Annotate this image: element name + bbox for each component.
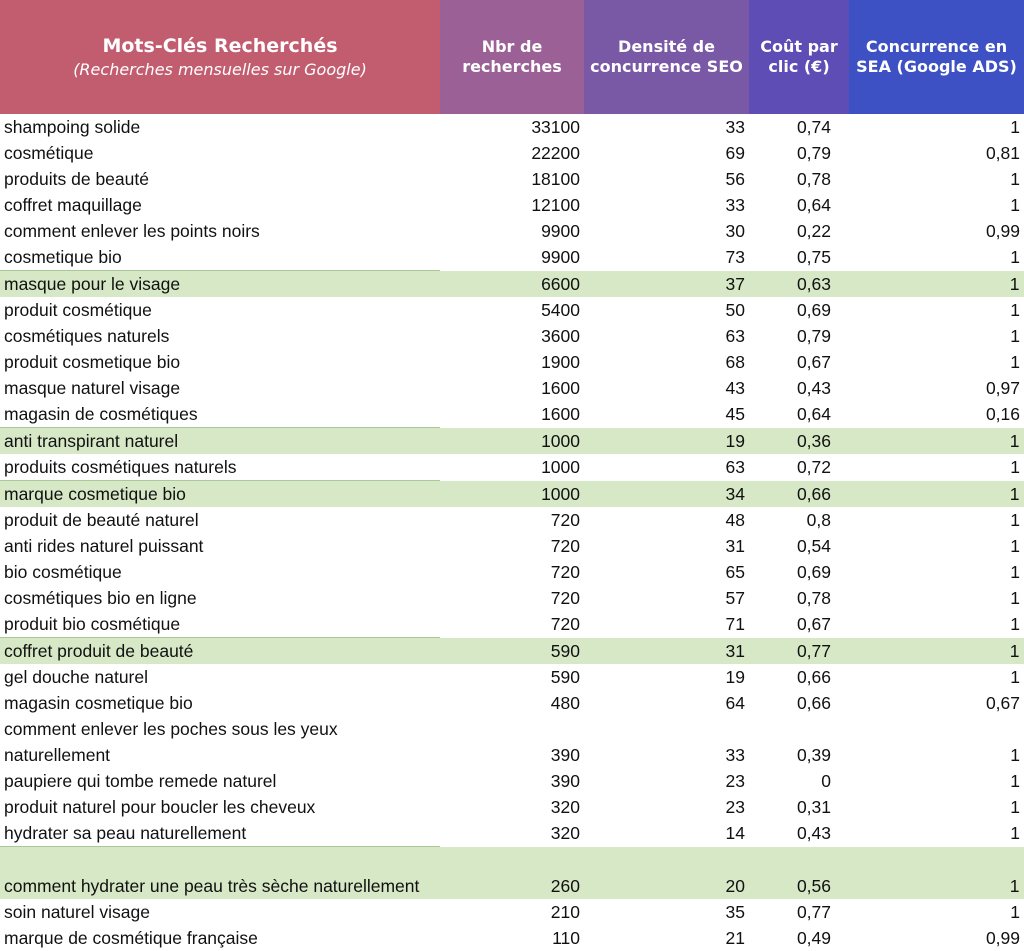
seo-density-cell: 64 xyxy=(725,693,745,713)
seo-density-cell: 37 xyxy=(584,271,749,298)
header-cpc: Coût par clic (€) xyxy=(749,0,849,114)
keyword-cell: hydrater sa peau naturellement xyxy=(4,823,247,843)
searches-cell: 480 xyxy=(550,693,580,713)
sea-cell: 1 xyxy=(1010,117,1020,137)
table-row xyxy=(0,297,1024,323)
table-row xyxy=(0,218,1024,244)
keyword-cell: marque de cosmétique française xyxy=(4,928,258,948)
seo-density-cell: 31 xyxy=(725,536,745,556)
searches-cell: 390 xyxy=(550,745,580,765)
seo-density-cell: 63 xyxy=(725,457,745,478)
keyword-cell: cosmétique xyxy=(4,143,94,163)
seo-density-cell: 71 xyxy=(725,614,745,635)
cpc-cell: 0,67 xyxy=(796,614,831,635)
sea-cell: 1 xyxy=(1010,588,1020,608)
table-row xyxy=(0,114,1024,140)
searches-cell: 33100 xyxy=(531,117,580,137)
table-row xyxy=(0,244,1024,271)
keyword-cell: coffret produit de beauté xyxy=(0,638,440,665)
sea-cell: 1 xyxy=(1010,510,1020,530)
searches-cell: 720 xyxy=(550,588,580,608)
cpc-cell: 0,43 xyxy=(796,823,831,844)
keyword-cell: marque cosmetique bio xyxy=(0,481,440,508)
searches-cell: 6600 xyxy=(440,271,584,298)
table-row xyxy=(0,401,1024,428)
sea-cell: 1 xyxy=(1010,326,1020,346)
table-row xyxy=(0,716,1024,768)
sea-cell: 1 xyxy=(849,481,1024,508)
sea-cell: 1 xyxy=(1010,536,1020,556)
header-keywords xyxy=(0,0,440,114)
seo-density-cell: 20 xyxy=(584,847,749,900)
cpc-cell: 0,67 xyxy=(796,352,831,372)
seo-density-cell: 56 xyxy=(725,169,745,189)
header-searches: Nbr de recherches xyxy=(440,0,584,114)
seo-density-cell: 33 xyxy=(725,195,745,215)
cpc-cell: 0,22 xyxy=(796,221,831,241)
seo-density-cell: 23 xyxy=(725,797,745,817)
cpc-cell: 0,69 xyxy=(796,300,831,320)
keyword-cell: produits cosmétiques naturels xyxy=(4,457,237,477)
sea-cell: 1 xyxy=(1010,169,1020,189)
header-seo-density: Densité de concurrence SEO xyxy=(584,0,749,114)
keyword-cell: produit naturel pour boucler les cheveux xyxy=(4,797,316,817)
sea-cell: 1 xyxy=(849,847,1024,900)
cpc-cell: 0,64 xyxy=(796,404,831,425)
table-row xyxy=(0,192,1024,218)
keyword-cell: produit de beauté naturel xyxy=(4,510,199,530)
keyword-cell: produits de beauté xyxy=(4,169,149,189)
seo-density-cell: 69 xyxy=(725,143,745,163)
seo-density-cell: 23 xyxy=(725,771,745,791)
searches-cell: 720 xyxy=(550,562,580,582)
keyword-cell: cosmetique bio xyxy=(4,247,122,267)
table-row xyxy=(0,375,1024,401)
seo-density-cell: 21 xyxy=(725,928,745,948)
searches-cell: 320 xyxy=(550,797,580,817)
seo-density-cell: 45 xyxy=(725,404,745,425)
table-row xyxy=(0,611,1024,638)
sea-cell: 1 xyxy=(849,428,1024,455)
table-row xyxy=(0,899,1024,925)
seo-density-cell: 31 xyxy=(584,638,749,665)
cpc-cell: 0,74 xyxy=(796,117,831,137)
keyword-cell: soin naturel visage xyxy=(4,902,150,922)
keyword-cell: comment enlever les poches sous les yeux naturellement xyxy=(4,719,338,765)
keyword-cell: comment hydrater une peau très sèche naturellement xyxy=(0,847,440,900)
cpc-cell: 0,77 xyxy=(749,638,849,665)
searches-cell: 22200 xyxy=(531,143,580,163)
seo-density-cell: 68 xyxy=(725,352,745,372)
searches-cell: 1600 xyxy=(541,404,580,425)
table-row xyxy=(0,585,1024,611)
keyword-cell: produit cosmétique xyxy=(4,300,152,320)
cpc-cell: 0,78 xyxy=(796,169,831,189)
cpc-cell: 0,39 xyxy=(796,745,831,765)
sea-cell: 1 xyxy=(1010,352,1020,372)
table-row xyxy=(0,140,1024,166)
sea-cell: 1 xyxy=(1010,614,1020,635)
table-row xyxy=(0,323,1024,349)
table-row xyxy=(0,507,1024,533)
sea-cell: 1 xyxy=(1010,823,1020,844)
seo-density-cell: 14 xyxy=(725,823,745,844)
keyword-cell: paupiere qui tombe remede naturel xyxy=(4,771,277,791)
sea-cell: 0,67 xyxy=(985,693,1020,713)
searches-cell: 12100 xyxy=(531,195,580,215)
keyword-cell: magasin de cosmétiques xyxy=(4,404,198,424)
seo-density-cell: 57 xyxy=(725,588,745,608)
table-row xyxy=(0,533,1024,559)
table-row xyxy=(0,428,1024,455)
keyword-cell: shampoing solide xyxy=(4,117,141,137)
table-row xyxy=(0,820,1024,847)
searches-cell: 390 xyxy=(550,771,580,791)
cpc-cell: 0,72 xyxy=(796,457,831,478)
searches-cell: 110 xyxy=(552,928,580,948)
table-row xyxy=(0,481,1024,508)
keyword-cell: produit cosmetique bio xyxy=(4,352,181,372)
sea-cell: 1 xyxy=(849,271,1024,298)
cpc-cell: 0,8 xyxy=(806,510,831,530)
keyword-cell: gel douche naturel xyxy=(4,667,148,687)
searches-cell: 18100 xyxy=(531,169,580,189)
cpc-cell: 0,54 xyxy=(796,536,831,556)
searches-cell: 720 xyxy=(550,510,580,530)
searches-cell: 1600 xyxy=(541,378,580,398)
sea-cell: 1 xyxy=(1010,797,1020,817)
seo-density-cell: 50 xyxy=(725,300,745,320)
table-row xyxy=(0,768,1024,794)
table-row xyxy=(0,847,1024,900)
header-keywords-title: Mots-Clés Recherchés xyxy=(102,35,338,57)
cpc-cell: 0 xyxy=(821,771,831,791)
cpc-cell: 0,79 xyxy=(796,143,831,163)
seo-density-cell: 33 xyxy=(725,117,745,137)
seo-density-cell: 34 xyxy=(584,481,749,508)
sea-cell: 1 xyxy=(849,638,1024,665)
searches-cell: 9900 xyxy=(541,247,580,268)
keyword-cell: cosmétiques bio en ligne xyxy=(4,588,197,608)
sea-cell: 1 xyxy=(1010,300,1020,320)
seo-density-cell: 30 xyxy=(725,221,745,241)
table-row xyxy=(0,638,1024,665)
sea-cell: 0,16 xyxy=(985,404,1020,425)
sea-cell: 0,99 xyxy=(985,221,1020,241)
searches-cell: 1000 xyxy=(541,457,580,478)
table-row xyxy=(0,690,1024,716)
cpc-cell: 0,43 xyxy=(796,378,831,398)
keyword-cell: anti rides naturel puissant xyxy=(4,536,204,556)
searches-cell: 3600 xyxy=(541,326,580,346)
sea-cell: 1 xyxy=(1010,247,1020,268)
header-row xyxy=(0,0,1024,114)
keyword-cell: comment enlever les points noirs xyxy=(4,221,260,241)
keyword-cell: masque pour le visage xyxy=(0,271,440,298)
keyword-cell: produit bio cosmétique xyxy=(4,614,181,634)
cpc-cell: 0,64 xyxy=(796,195,831,215)
table-row xyxy=(0,664,1024,690)
cpc-cell: 0,31 xyxy=(796,797,831,817)
searches-cell: 210 xyxy=(550,902,580,922)
cpc-cell: 0,66 xyxy=(749,481,849,508)
cpc-cell: 0,75 xyxy=(796,247,831,268)
keyword-cell: cosmétiques naturels xyxy=(4,326,170,346)
cpc-cell: 0,69 xyxy=(796,562,831,582)
searches-cell: 1000 xyxy=(440,428,584,455)
header-sea: Concurrence en SEA (Google ADS) xyxy=(849,0,1024,114)
searches-cell: 1900 xyxy=(541,352,580,372)
sea-cell: 1 xyxy=(1010,667,1020,687)
table-row xyxy=(0,271,1024,298)
table-row xyxy=(0,349,1024,375)
sea-cell: 1 xyxy=(1010,771,1020,791)
keyword-cell: coffret maquillage xyxy=(4,195,142,215)
sea-cell: 0,97 xyxy=(985,378,1020,398)
cpc-cell: 0,49 xyxy=(796,928,831,948)
table-row xyxy=(0,794,1024,820)
searches-cell: 720 xyxy=(550,536,580,556)
searches-cell: 260 xyxy=(440,847,584,900)
searches-cell: 5400 xyxy=(541,300,580,320)
sea-cell: 1 xyxy=(1010,562,1020,582)
cpc-cell: 0,56 xyxy=(749,847,849,900)
cpc-cell: 0,77 xyxy=(796,902,831,922)
sea-cell: 0,99 xyxy=(985,928,1020,948)
cpc-cell: 0,66 xyxy=(796,667,831,687)
keyword-cell: bio cosmétique xyxy=(4,562,122,582)
sea-cell: 1 xyxy=(1010,902,1020,922)
seo-density-cell: 73 xyxy=(725,247,745,268)
searches-cell: 1000 xyxy=(440,481,584,508)
table-row xyxy=(0,925,1024,951)
cpc-cell: 0,63 xyxy=(749,271,849,298)
sea-cell: 1 xyxy=(1010,195,1020,215)
seo-density-cell: 33 xyxy=(725,745,745,765)
searches-cell: 590 xyxy=(440,638,584,665)
searches-cell: 9900 xyxy=(541,221,580,241)
cpc-cell: 0,79 xyxy=(796,326,831,346)
sea-cell: 1 xyxy=(1010,457,1020,478)
cpc-cell: 0,36 xyxy=(749,428,849,455)
seo-density-cell: 35 xyxy=(725,902,745,922)
keyword-cell: magasin cosmetique bio xyxy=(4,693,193,713)
sea-cell: 0,81 xyxy=(985,143,1020,163)
cpc-cell: 0,78 xyxy=(796,588,831,608)
header-keywords-subtitle: (Recherches mensuelles sur Google) xyxy=(73,60,367,79)
table-row xyxy=(0,454,1024,481)
table-row xyxy=(0,559,1024,585)
seo-density-cell: 65 xyxy=(725,562,745,582)
searches-cell: 320 xyxy=(550,823,580,844)
cpc-cell: 0,66 xyxy=(796,693,831,713)
searches-cell: 590 xyxy=(550,667,580,687)
searches-cell: 720 xyxy=(550,614,580,635)
keyword-cell: anti transpirant naturel xyxy=(0,428,440,455)
keyword-cell: masque naturel visage xyxy=(4,378,181,398)
sea-cell: 1 xyxy=(1010,745,1020,765)
seo-density-cell: 19 xyxy=(725,667,745,687)
seo-density-cell: 63 xyxy=(725,326,745,346)
seo-density-cell: 43 xyxy=(725,378,745,398)
seo-density-cell: 48 xyxy=(725,510,745,530)
seo-density-cell: 19 xyxy=(584,428,749,455)
table-row xyxy=(0,166,1024,192)
